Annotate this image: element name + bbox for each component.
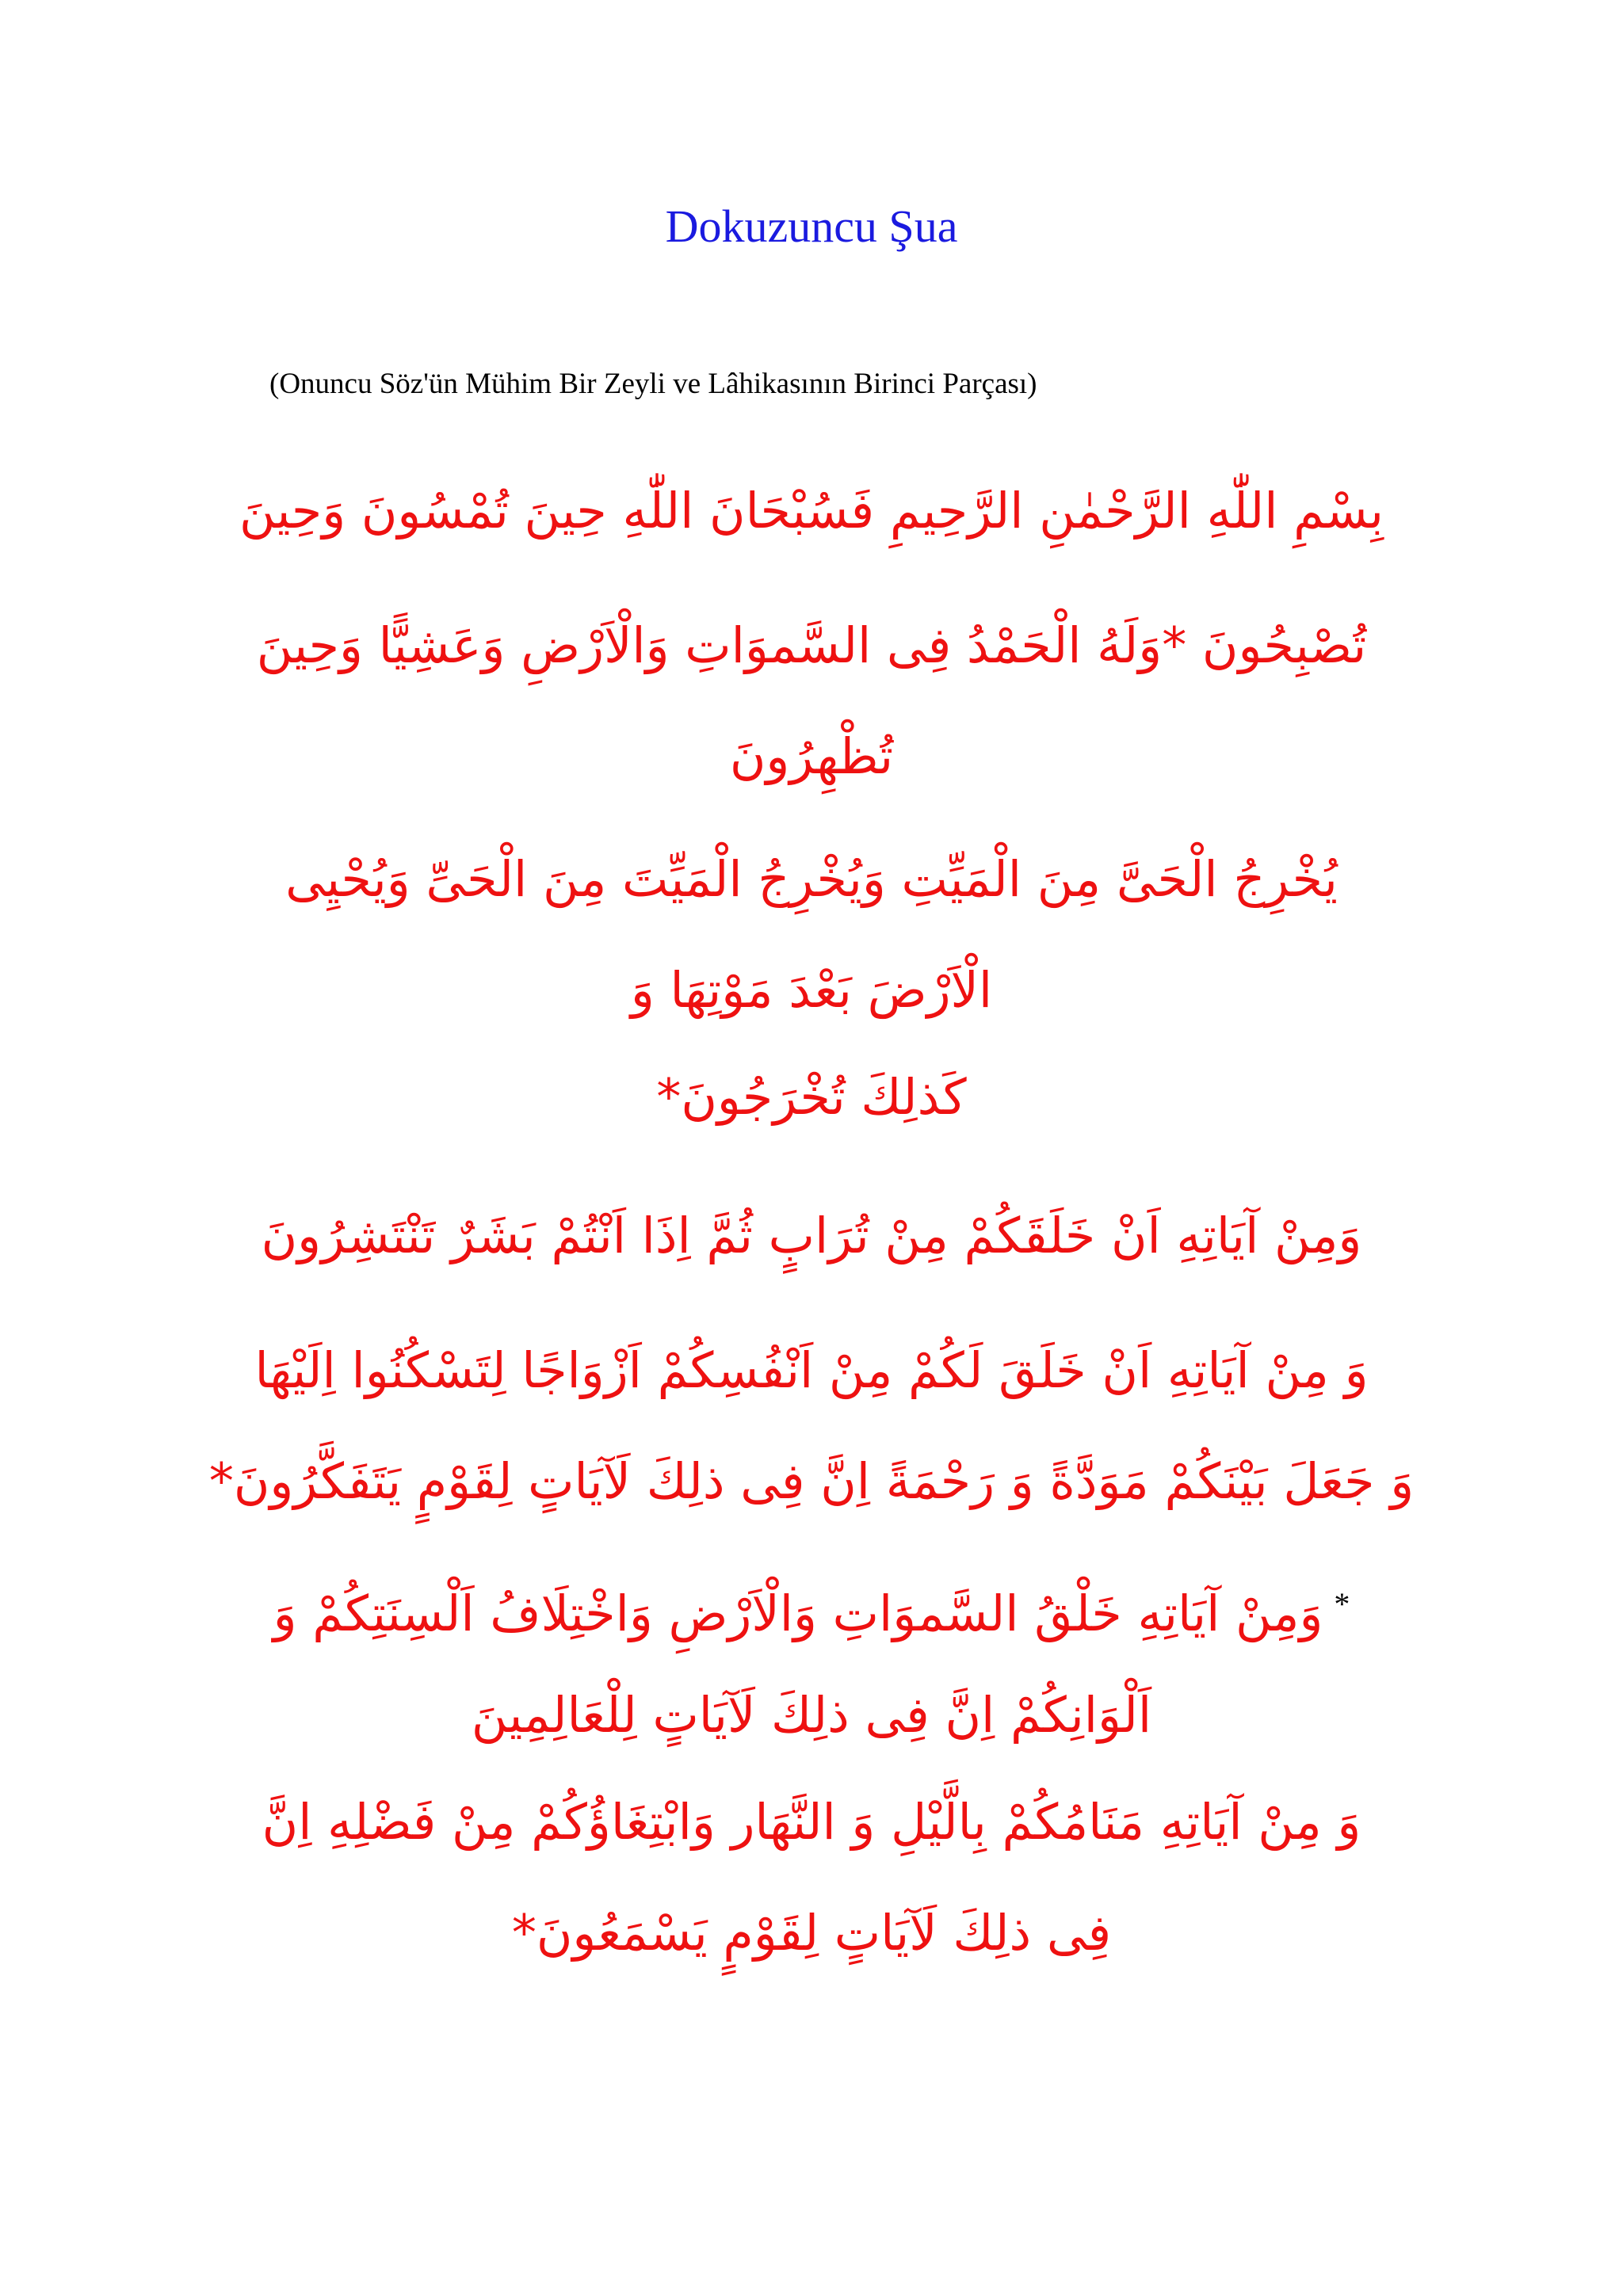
verse-star-marker: *: [1334, 1586, 1350, 1622]
verse-line: بِسْمِ اللّٰهِ الرَّحْمٰنِ الرَّحِيمِ فَسُبْحَانَ اللّٰهِ حِينَ تُمْسُونَ وَحِينَ: [239, 482, 1384, 540]
verse-line: وَ مِنْ آيَاتِهِ مَنَامُكُمْ بِالَّيْلِ وَ النَّهَار وَابْتِغَاؤُكُمْ مِنْ فَضْلِهِ اِنَّ: [262, 1793, 1361, 1851]
verse-block-7: [158, 1549, 1465, 1771]
verse-line: تُصْبِحُونَ *وَلَهُ الْحَمْدُ فِى السَّموَاتِ وَالْاَرْضِ وَعَشِيًّا وَحِينَ: [256, 616, 1367, 674]
verse-line: يُخْرِجُ الْحَىَّ مِنَ الْمَيِّتِ وَيُخْرِجُ الْمَيِّتَ مِنَ الْحَىِّ وَيُحْيِى: [285, 850, 1338, 908]
page-title: Dokuzuncu Şua: [665, 200, 958, 252]
page-subtitle: (Onuncu Söz'ün Mühim Bir Zeyli ve Lâhikasının Birinci Parçası): [269, 368, 1037, 400]
verse-line: وَ مِنْ آيَاتِهِ اَنْ خَلَقَ لَكُمْ مِنْ اَنْفُسِكُمْ اَزْوَاجًا لِتَسْكُنُوا اِلَيْهَا: [254, 1341, 1369, 1399]
verse-block-5: [158, 1180, 1465, 1291]
verse-block-8: [158, 1767, 1465, 1989]
verse-line: كَذلِكَ تُخْرَجُونَ*: [656, 1068, 967, 1126]
verse-block-6: [158, 1315, 1465, 1537]
verse-line-text: وَمِنْ آيَاتِهِ خَلْقُ السَّموَاتِ وَالْاَرْضِ وَاخْتِلَافُ اَلْسِنَتِكُمْ وَ: [273, 1585, 1323, 1642]
verse-block-3: [158, 824, 1465, 1046]
verse-block-2: [158, 590, 1465, 812]
verse-block-4: [158, 1042, 1465, 1153]
verse-line: وَمِنْ آيَاتِهِ اَنْ خَلَقَكُمْ مِنْ تُرَابٍ ثُمَّ اِذَا اَنْتُمْ بَشَرٌ تَنْتَشِرُونَ: [261, 1207, 1362, 1264]
verse-line: تُظْهِرُونَ: [729, 727, 894, 785]
verse-line: الْاَرْضَ بَعْدَ مَوْتِهَا وَ: [630, 961, 993, 1019]
verse-block-1: [158, 456, 1465, 566]
verse-line: اَلْوَانِكُمْ اِنَّ فِى ذلِكَ لَآيَاتٍ لِلْعَالِمِينَ: [471, 1686, 1152, 1744]
verse-line: وَ جَعَلَ بَيْنَكُمْ مَوَدَّةً وَ رَحْمَةً اِنَّ فِى ذلِكَ لَآيَاتٍ لِقَوْمٍ يَتَفَكَّرُونَ*: [208, 1452, 1415, 1510]
verse-line: فِى ذلِكَ لَآيَاتٍ لِقَوْمٍ يَسْمَعُونَ*: [511, 1904, 1112, 1962]
verse-line-with-star: [158, 1549, 1465, 1660]
